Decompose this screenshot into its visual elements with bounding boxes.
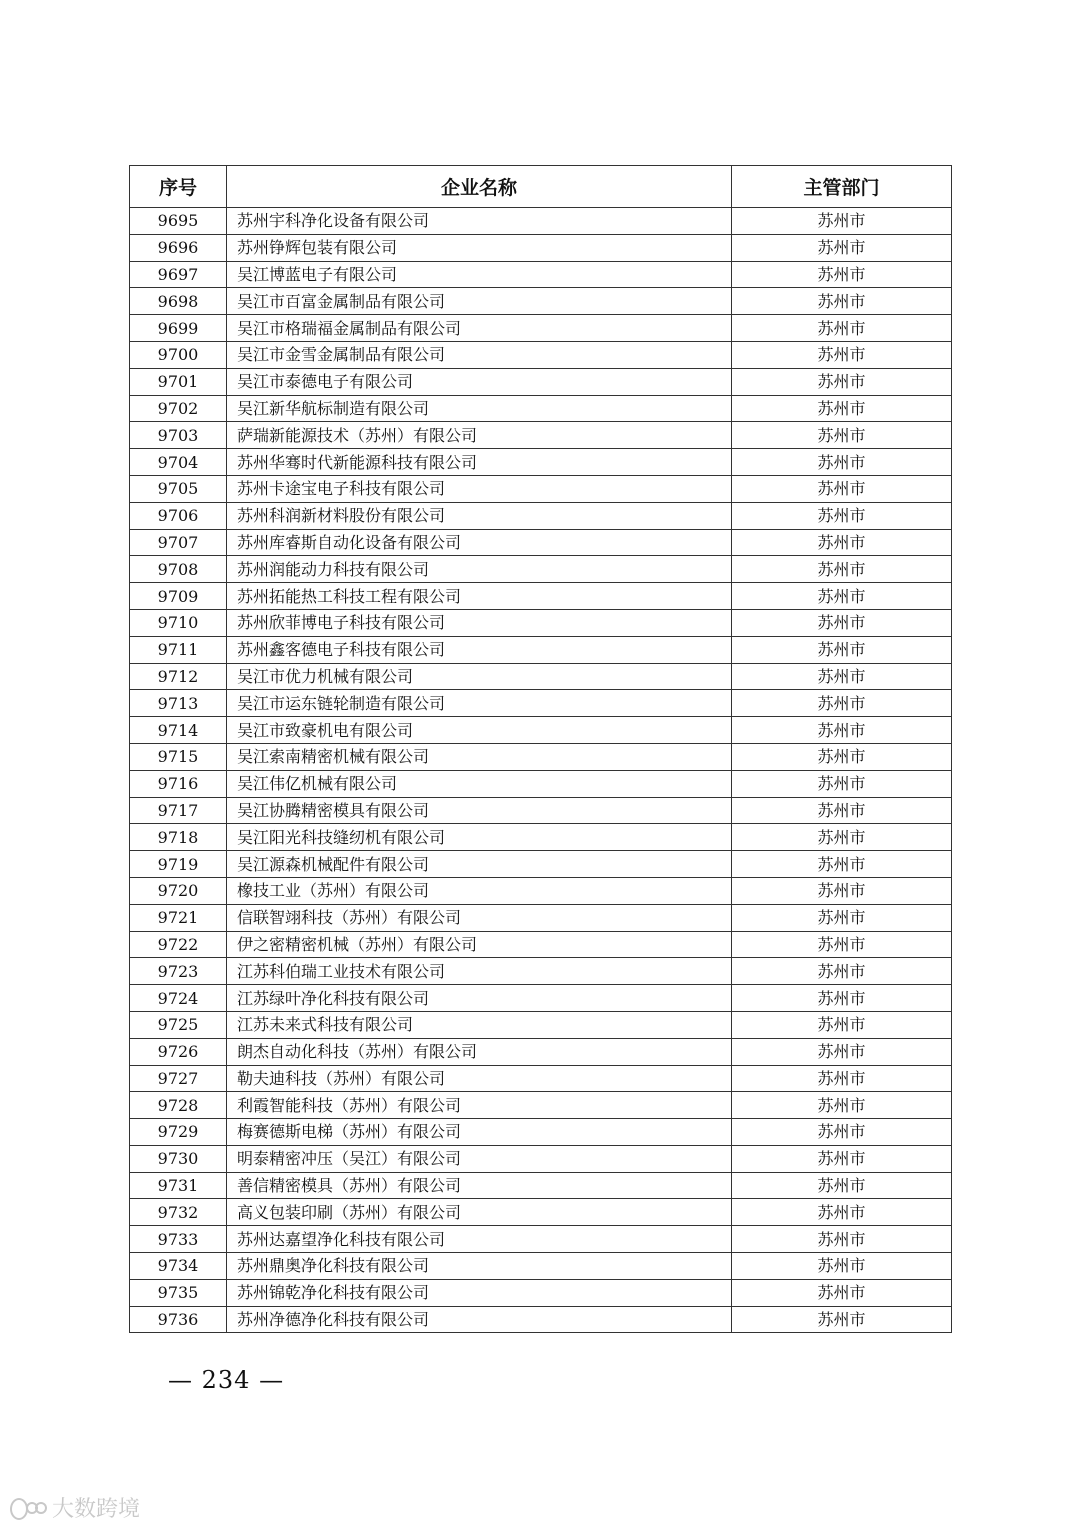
- table-row: [130, 636, 952, 663]
- cell-company-name: 江苏绿叶净化科技有限公司: [227, 985, 732, 1012]
- cell-company-name: 吴江伟亿机械有限公司: [227, 770, 732, 797]
- cell-company-name: 高义包装印刷（苏州）有限公司: [227, 1199, 732, 1226]
- cell-serial: 9714: [130, 717, 227, 744]
- cell-company-name: 吴江新华航标制造有限公司: [227, 395, 732, 422]
- cell-serial: 9713: [130, 690, 227, 717]
- watermark-logo-icon: [8, 1496, 48, 1520]
- cell-department: 苏州市: [732, 395, 952, 422]
- table-row: [130, 556, 952, 583]
- cell-department: 苏州市: [732, 556, 952, 583]
- table-row: [130, 1092, 952, 1119]
- cell-company-name: 苏州锦乾净化科技有限公司: [227, 1279, 732, 1306]
- cell-company-name: 吴江市百富金属制品有限公司: [227, 288, 732, 315]
- cell-department: 苏州市: [732, 208, 952, 235]
- header-serial: 序号: [130, 166, 227, 208]
- cell-department: 苏州市: [732, 636, 952, 663]
- cell-department: 苏州市: [732, 1172, 952, 1199]
- cell-company-name: 苏州华骞时代新能源科技有限公司: [227, 449, 732, 476]
- table-row: [130, 315, 952, 342]
- cell-department: 苏州市: [732, 1253, 952, 1280]
- cell-serial: 9720: [130, 877, 227, 904]
- cell-company-name: 勒夫迪科技（苏州）有限公司: [227, 1065, 732, 1092]
- cell-serial: 9709: [130, 583, 227, 610]
- cell-department: 苏州市: [732, 475, 952, 502]
- cell-department: 苏州市: [732, 609, 952, 636]
- table-row: [130, 1253, 952, 1280]
- cell-serial: 9734: [130, 1253, 227, 1280]
- cell-department: 苏州市: [732, 663, 952, 690]
- table-row: [130, 770, 952, 797]
- cell-serial: 9704: [130, 449, 227, 476]
- cell-company-name: 吴江博蓝电子有限公司: [227, 261, 732, 288]
- cell-department: 苏州市: [732, 341, 952, 368]
- cell-company-name: 苏州达嘉望净化科技有限公司: [227, 1226, 732, 1253]
- cell-company-name: 苏州润能动力科技有限公司: [227, 556, 732, 583]
- cell-department: 苏州市: [732, 1065, 952, 1092]
- cell-serial: 9729: [130, 1119, 227, 1146]
- table-row: [130, 1279, 952, 1306]
- table-row: [130, 824, 952, 851]
- table-row: [130, 529, 952, 556]
- cell-company-name: 信联智翊科技（苏州）有限公司: [227, 904, 732, 931]
- table-row: [130, 1011, 952, 1038]
- cell-serial: 9710: [130, 609, 227, 636]
- cell-department: 苏州市: [732, 261, 952, 288]
- table-row: [130, 261, 952, 288]
- cell-department: 苏州市: [732, 368, 952, 395]
- cell-company-name: 吴江市运东链轮制造有限公司: [227, 690, 732, 717]
- table-row: [130, 743, 952, 770]
- table-row: [130, 717, 952, 744]
- table-row: [130, 690, 952, 717]
- cell-department: 苏州市: [732, 743, 952, 770]
- cell-department: 苏州市: [732, 1145, 952, 1172]
- table-row: [130, 449, 952, 476]
- table-row: [130, 797, 952, 824]
- cell-company-name: 吴江市致豪机电有限公司: [227, 717, 732, 744]
- cell-serial: 9733: [130, 1226, 227, 1253]
- cell-company-name: 苏州净德净化科技有限公司: [227, 1306, 732, 1333]
- cell-serial: 9723: [130, 958, 227, 985]
- cell-company-name: 橡技工业（苏州）有限公司: [227, 877, 732, 904]
- cell-serial: 9708: [130, 556, 227, 583]
- table-row: [130, 1199, 952, 1226]
- cell-serial: 9712: [130, 663, 227, 690]
- cell-department: 苏州市: [732, 904, 952, 931]
- watermark: [8, 1492, 140, 1523]
- cell-department: 苏州市: [732, 315, 952, 342]
- table-row: [130, 395, 952, 422]
- table-row: [130, 234, 952, 261]
- cell-department: 苏州市: [732, 449, 952, 476]
- cell-serial: 9706: [130, 502, 227, 529]
- cell-department: 苏州市: [732, 770, 952, 797]
- cell-serial: 9718: [130, 824, 227, 851]
- cell-company-name: 梅赛德斯电梯（苏州）有限公司: [227, 1119, 732, 1146]
- cell-company-name: 苏州库睿斯自动化设备有限公司: [227, 529, 732, 556]
- cell-serial: 9725: [130, 1011, 227, 1038]
- cell-company-name: 苏州拓能热工科技工程有限公司: [227, 583, 732, 610]
- cell-company-name: 善信精密模具（苏州）有限公司: [227, 1172, 732, 1199]
- page-number: — 234 —: [168, 1366, 285, 1394]
- cell-company-name: 苏州铮辉包装有限公司: [227, 234, 732, 261]
- cell-department: 苏州市: [732, 583, 952, 610]
- cell-serial: 9696: [130, 234, 227, 261]
- cell-company-name: 苏州鼎奥净化科技有限公司: [227, 1253, 732, 1280]
- table-row: [130, 931, 952, 958]
- cell-company-name: 吴江协腾精密模具有限公司: [227, 797, 732, 824]
- cell-department: 苏州市: [732, 824, 952, 851]
- cell-serial: 9721: [130, 904, 227, 931]
- cell-company-name: 吴江源森机械配件有限公司: [227, 851, 732, 878]
- table-row: [130, 475, 952, 502]
- cell-serial: 9700: [130, 341, 227, 368]
- cell-company-name: 吴江阳光科技缝纫机有限公司: [227, 824, 732, 851]
- table-row: [130, 1306, 952, 1333]
- cell-serial: 9716: [130, 770, 227, 797]
- table-row: [130, 985, 952, 1012]
- watermark-text: 大数跨境: [52, 1497, 141, 1522]
- cell-company-name: 萨瑞新能源技术（苏州）有限公司: [227, 422, 732, 449]
- cell-serial: 9731: [130, 1172, 227, 1199]
- cell-company-name: 明泰精密冲压（吴江）有限公司: [227, 1145, 732, 1172]
- cell-serial: 9730: [130, 1145, 227, 1172]
- cell-department: 苏州市: [732, 851, 952, 878]
- cell-company-name: 吴江市格瑞福金属制品有限公司: [227, 315, 732, 342]
- table-row: [130, 208, 952, 235]
- table-row: [130, 1145, 952, 1172]
- cell-company-name: 朗杰自动化科技（苏州）有限公司: [227, 1038, 732, 1065]
- cell-department: 苏州市: [732, 1119, 952, 1146]
- cell-serial: 9703: [130, 422, 227, 449]
- cell-serial: 9722: [130, 931, 227, 958]
- cell-department: 苏州市: [732, 1306, 952, 1333]
- table-row: [130, 1172, 952, 1199]
- cell-serial: 9705: [130, 475, 227, 502]
- cell-department: 苏州市: [732, 529, 952, 556]
- cell-serial: 9719: [130, 851, 227, 878]
- cell-department: 苏州市: [732, 1038, 952, 1065]
- cell-department: 苏州市: [732, 931, 952, 958]
- cell-company-name: 吴江索南精密机械有限公司: [227, 743, 732, 770]
- cell-company-name: 吴江市金雪金属制品有限公司: [227, 341, 732, 368]
- cell-department: 苏州市: [732, 1092, 952, 1119]
- cell-company-name: 苏州科润新材料股份有限公司: [227, 502, 732, 529]
- cell-department: 苏州市: [732, 985, 952, 1012]
- cell-department: 苏州市: [732, 422, 952, 449]
- cell-department: 苏州市: [732, 234, 952, 261]
- company-table: [129, 165, 952, 1333]
- cell-serial: 9715: [130, 743, 227, 770]
- cell-serial: 9711: [130, 636, 227, 663]
- table-row: [130, 288, 952, 315]
- cell-serial: 9736: [130, 1306, 227, 1333]
- cell-serial: 9726: [130, 1038, 227, 1065]
- cell-serial: 9695: [130, 208, 227, 235]
- cell-serial: 9717: [130, 797, 227, 824]
- cell-department: 苏州市: [732, 877, 952, 904]
- table-row: [130, 1065, 952, 1092]
- cell-company-name: 江苏未来式科技有限公司: [227, 1011, 732, 1038]
- table-row: [130, 1119, 952, 1146]
- cell-company-name: 吴江市泰德电子有限公司: [227, 368, 732, 395]
- cell-department: 苏州市: [732, 717, 952, 744]
- table-row: [130, 368, 952, 395]
- cell-department: 苏州市: [732, 1199, 952, 1226]
- cell-company-name: 苏州宇科净化设备有限公司: [227, 208, 732, 235]
- cell-serial: 9707: [130, 529, 227, 556]
- table-row: [130, 851, 952, 878]
- table-row: [130, 583, 952, 610]
- cell-serial: 9728: [130, 1092, 227, 1119]
- table-row: [130, 422, 952, 449]
- cell-company-name: 苏州卡途宝电子科技有限公司: [227, 475, 732, 502]
- table-row: [130, 904, 952, 931]
- cell-department: 苏州市: [732, 288, 952, 315]
- cell-company-name: 江苏科伯瑞工业技术有限公司: [227, 958, 732, 985]
- cell-department: 苏州市: [732, 1011, 952, 1038]
- table-row: [130, 663, 952, 690]
- cell-company-name: 伊之密精密机械（苏州）有限公司: [227, 931, 732, 958]
- cell-serial: 9699: [130, 315, 227, 342]
- cell-company-name: 苏州鑫客德电子科技有限公司: [227, 636, 732, 663]
- table-row: [130, 341, 952, 368]
- table-row: [130, 877, 952, 904]
- cell-department: 苏州市: [732, 958, 952, 985]
- cell-department: 苏州市: [732, 1279, 952, 1306]
- cell-serial: 9697: [130, 261, 227, 288]
- cell-serial: 9698: [130, 288, 227, 315]
- cell-serial: 9702: [130, 395, 227, 422]
- cell-serial: 9701: [130, 368, 227, 395]
- table-row: [130, 958, 952, 985]
- table-row: [130, 502, 952, 529]
- cell-department: 苏州市: [732, 1226, 952, 1253]
- cell-serial: 9732: [130, 1199, 227, 1226]
- cell-serial: 9727: [130, 1065, 227, 1092]
- cell-company-name: 吴江市优力机械有限公司: [227, 663, 732, 690]
- cell-serial: 9735: [130, 1279, 227, 1306]
- cell-serial: 9724: [130, 985, 227, 1012]
- table-row: [130, 1038, 952, 1065]
- table-row: [130, 1226, 952, 1253]
- cell-company-name: 苏州欣菲博电子科技有限公司: [227, 609, 732, 636]
- cell-company-name: 利霞智能科技（苏州）有限公司: [227, 1092, 732, 1119]
- table-header-row: [130, 166, 952, 208]
- cell-department: 苏州市: [732, 690, 952, 717]
- table-row: [130, 609, 952, 636]
- cell-department: 苏州市: [732, 797, 952, 824]
- header-department: 主管部门: [732, 166, 952, 208]
- header-company-name: 企业名称: [227, 166, 732, 208]
- cell-department: 苏州市: [732, 502, 952, 529]
